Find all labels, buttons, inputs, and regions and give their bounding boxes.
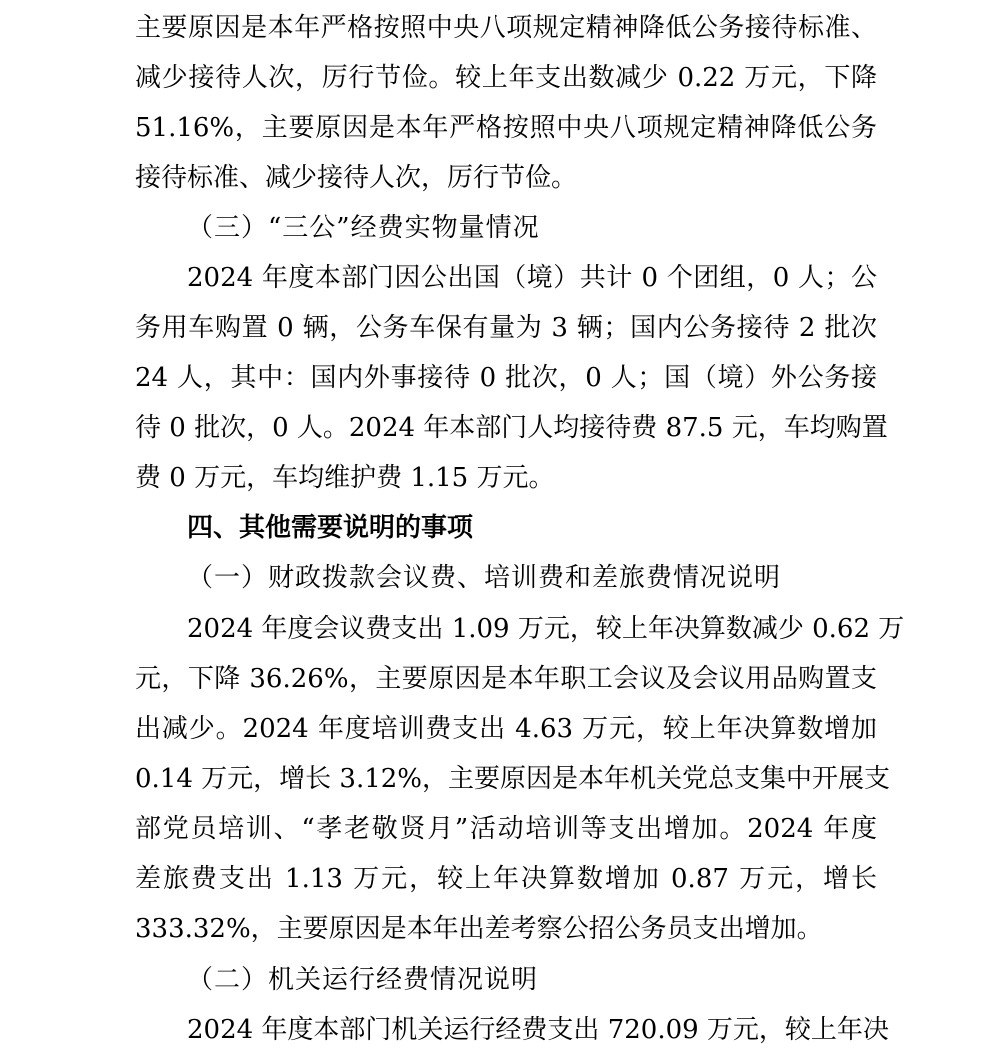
section-subheading: （一）财政拨款会议费、培训费和差旅费情况说明 <box>187 563 782 593</box>
paragraph-line: 2024 年度本部门因公出国（境）共计 0 个团组，0 人；公 <box>187 263 877 293</box>
paragraph-line: 主要原因是本年严格按照中央八项规定精神降低公务接待标准、 <box>135 13 877 43</box>
paragraph-line: 333.32%，主要原因是本年出差考察公招公务员支出增加。 <box>135 914 823 944</box>
paragraph-line: 部党员培训、“孝老敬贤月”活动培训等支出增加。2024 年度 <box>135 814 877 844</box>
section-heading: 四、其他需要说明的事项 <box>187 513 474 543</box>
paragraph-line: 减少接待人次，厉行节俭。较上年支出数减少 0.22 万元，下降 <box>135 63 877 93</box>
paragraph-line: 务用车购置 0 辆，公务车保有量为 3 辆；国内公务接待 2 批次 <box>135 313 877 343</box>
paragraph-line: 接待标准、减少接待人次，厉行节俭。 <box>135 163 578 193</box>
paragraph-line: 待 0 批次，0 人。2024 年本部门人均接待费 87.5 元，车均购置 <box>135 413 888 443</box>
paragraph-line: 元，下降 36.26%，主要原因是本年职工会议及会议用品购置支 <box>135 664 877 694</box>
paragraph-line: 51.16%，主要原因是本年严格按照中央八项规定精神降低公务 <box>135 113 877 143</box>
section-subheading: （三）“三公”经费实物量情况 <box>187 213 540 243</box>
paragraph-line: 差旅费支出 1.13 万元，较上年决算数增加 0.87 万元，增长 <box>135 864 877 894</box>
paragraph-line: 24 人，其中：国内外事接待 0 批次，0 人；国（境）外公务接 <box>135 363 877 393</box>
paragraph-line: 2024 年度本部门机关运行经费支出 720.09 万元，较上年决 <box>187 1015 889 1045</box>
paragraph-line: 费 0 万元，车均维护费 1.15 万元。 <box>135 463 555 493</box>
paragraph-line: 0.14 万元，增长 3.12%，主要原因是本年机关党总支集中开展支 <box>135 764 891 794</box>
section-subheading: （二）机关运行经费情况说明 <box>187 965 539 995</box>
paragraph-line: 出减少。2024 年度培训费支出 4.63 万元，较上年决算数增加 <box>135 714 877 744</box>
paragraph-line: 2024 年度会议费支出 1.09 万元，较上年决算数减少 0.62 万 <box>187 614 905 644</box>
